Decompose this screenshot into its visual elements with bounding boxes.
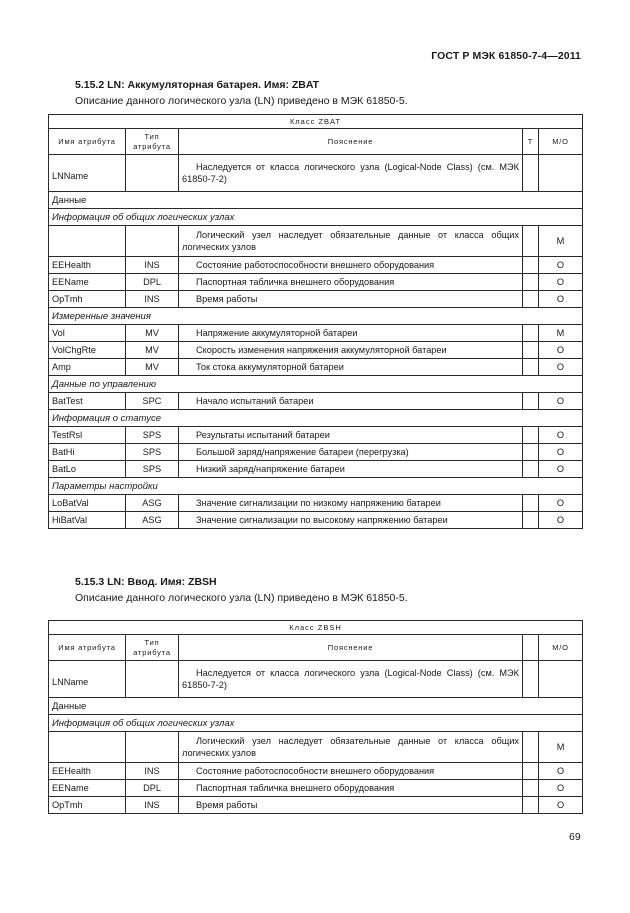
column-header-mo: M/O (539, 635, 583, 661)
attribute-mo: O (539, 291, 583, 308)
attribute-name: Vol (49, 325, 126, 342)
attribute-mo: O (539, 257, 583, 274)
group-header-row (49, 410, 583, 427)
attribute-t (523, 661, 539, 698)
attribute-explanation: Большой заряд/напряжение батареи (перегрузка) (179, 444, 523, 461)
attribute-mo: O (539, 342, 583, 359)
attribute-explanation: Время работы (179, 797, 523, 814)
attribute-t (523, 393, 539, 410)
table-row (49, 797, 583, 814)
attribute-t (523, 359, 539, 376)
attribute-mo: O (539, 393, 583, 410)
attribute-t (523, 257, 539, 274)
attribute-name: LoBatVal (49, 495, 126, 512)
attribute-t (523, 274, 539, 291)
attribute-type: INS (126, 797, 179, 814)
attribute-t (523, 342, 539, 359)
attribute-mo: O (539, 797, 583, 814)
attribute-mo: M (539, 732, 583, 763)
attribute-table-zbat (48, 114, 583, 529)
attribute-name: EEHealth (49, 763, 126, 780)
attribute-type: ASG (126, 512, 179, 529)
data-label: Данные (49, 192, 583, 209)
attribute-explanation: Паспортная табличка внешнего оборудования (179, 780, 523, 797)
class-label: Класс ZBSH (49, 621, 583, 635)
attribute-t (523, 512, 539, 529)
column-header-mo: M/O (539, 129, 583, 155)
group-header-row (49, 478, 583, 495)
group-label: Параметры настройки (49, 478, 583, 495)
attribute-explanation: Состояние работоспособности внешнего оборудования (179, 257, 523, 274)
table-row (49, 763, 583, 780)
table-row (49, 359, 583, 376)
attribute-type: DPL (126, 274, 179, 291)
attribute-mo: O (539, 461, 583, 478)
attribute-explanation: Значение сигнализации по высокому напряжению батареи (179, 512, 523, 529)
class-row (49, 621, 583, 635)
attribute-name: EEHealth (49, 257, 126, 274)
section-description-zbsh: Описание данного логического узла (LN) приведено в МЭК 61850-5. (75, 592, 408, 604)
column-header-name: Имя атрибута (49, 635, 126, 661)
attribute-type (126, 732, 179, 763)
group-label: Информация о статусе (49, 410, 583, 427)
section-description-zbat: Описание данного логического узла (LN) приведено в МЭК 61850-5. (75, 95, 408, 107)
column-header-type: Тип атрибута (126, 129, 179, 155)
attribute-type: SPS (126, 461, 179, 478)
column-header-name: Имя атрибута (49, 129, 126, 155)
attribute-explanation: Начало испытаний батареи (179, 393, 523, 410)
class-row (49, 115, 583, 129)
attribute-t (523, 155, 539, 192)
table-row (49, 461, 583, 478)
table-row (49, 732, 583, 763)
table-row (49, 495, 583, 512)
attribute-explanation: Ток стока аккумуляторной батареи (179, 359, 523, 376)
attribute-t (523, 461, 539, 478)
group-label: Данные по управлению (49, 376, 583, 393)
table-row (49, 444, 583, 461)
table-row (49, 427, 583, 444)
attribute-name: BatHi (49, 444, 126, 461)
table-row (49, 342, 583, 359)
attribute-table-zbsh (48, 620, 583, 814)
class-label: Класс ZBAT (49, 115, 583, 129)
table-row (49, 274, 583, 291)
attribute-explanation: Время работы (179, 291, 523, 308)
attribute-name: Amp (49, 359, 126, 376)
attribute-mo: O (539, 427, 583, 444)
attribute-mo (539, 155, 583, 192)
data-section-row (49, 698, 583, 715)
group-header-row (49, 376, 583, 393)
attribute-mo: O (539, 274, 583, 291)
attribute-explanation: Скорость изменения напряжения аккумуляторной батареи (179, 342, 523, 359)
group-header-row (49, 715, 583, 732)
attribute-name: LNName (49, 661, 126, 698)
attribute-type: MV (126, 342, 179, 359)
attribute-type: INS (126, 763, 179, 780)
document-header: ГОСТ Р МЭК 61850-7-4—2011 (431, 50, 581, 62)
attribute-type: SPC (126, 393, 179, 410)
table-row (49, 226, 583, 257)
attribute-type (126, 661, 179, 698)
attribute-type (126, 226, 179, 257)
attribute-t (523, 495, 539, 512)
column-header-explanation: Пояснение (179, 129, 523, 155)
header-row (49, 129, 583, 155)
attribute-name: EEName (49, 780, 126, 797)
attribute-mo: O (539, 780, 583, 797)
attribute-name: EEName (49, 274, 126, 291)
attribute-explanation: Паспортная табличка внешнего оборудования (179, 274, 523, 291)
table-row (49, 325, 583, 342)
table-row (49, 257, 583, 274)
attribute-type: SPS (126, 427, 179, 444)
attribute-type: ASG (126, 495, 179, 512)
group-header-row (49, 209, 583, 226)
attribute-explanation: Напряжение аккумуляторной батареи (179, 325, 523, 342)
table-row (49, 661, 583, 698)
group-label: Информация об общих логических узлах (49, 209, 583, 226)
column-header-t (523, 635, 539, 661)
attribute-mo: O (539, 359, 583, 376)
table-row (49, 512, 583, 529)
attribute-explanation: Низкий заряд/напряжение батареи (179, 461, 523, 478)
attribute-mo: O (539, 495, 583, 512)
attribute-name (49, 226, 126, 257)
attribute-name: VolChgRte (49, 342, 126, 359)
attribute-t (523, 226, 539, 257)
attribute-type: SPS (126, 444, 179, 461)
attribute-type (126, 155, 179, 192)
attribute-name: OpTmh (49, 797, 126, 814)
attribute-mo: O (539, 512, 583, 529)
attribute-t (523, 780, 539, 797)
attribute-name: BatLo (49, 461, 126, 478)
attribute-t (523, 732, 539, 763)
attribute-type: MV (126, 325, 179, 342)
table-row (49, 291, 583, 308)
attribute-t (523, 325, 539, 342)
attribute-name: OpTmh (49, 291, 126, 308)
section-title-zbsh: 5.15.3 LN: Ввод. Имя: ZBSH (75, 576, 217, 588)
attribute-mo: O (539, 444, 583, 461)
attribute-t (523, 763, 539, 780)
group-header-row (49, 308, 583, 325)
table-row (49, 780, 583, 797)
attribute-mo: M (539, 226, 583, 257)
header-row (49, 635, 583, 661)
section-title-zbat: 5.15.2 LN: Аккумуляторная батарея. Имя: ZBAT (75, 79, 320, 91)
attribute-explanation: Результаты испытаний батареи (179, 427, 523, 444)
attribute-explanation: Логический узел наследует обязательные данные от класса общих логических узлов (179, 732, 523, 763)
data-label: Данные (49, 698, 583, 715)
attribute-type: MV (126, 359, 179, 376)
attribute-name (49, 732, 126, 763)
page-number: 69 (569, 831, 581, 843)
attribute-mo: O (539, 763, 583, 780)
table-row (49, 155, 583, 192)
attribute-name: TestRsl (49, 427, 126, 444)
attribute-t (523, 291, 539, 308)
attribute-type: INS (126, 291, 179, 308)
data-section-row (49, 192, 583, 209)
attribute-explanation: Состояние работоспособности внешнего оборудования (179, 763, 523, 780)
attribute-name: BatTest (49, 393, 126, 410)
attribute-explanation: Логический узел наследует обязательные данные от класса общих логических узлов (179, 226, 523, 257)
column-header-explanation: Пояснение (179, 635, 523, 661)
attribute-type: INS (126, 257, 179, 274)
attribute-name: HiBatVal (49, 512, 126, 529)
attribute-explanation: Наследуется от класса логического узла (Logical-Node Class) (см. МЭК 61850-7-2) (179, 661, 523, 698)
attribute-mo (539, 661, 583, 698)
table-row (49, 393, 583, 410)
attribute-explanation: Наследуется от класса логического узла (Logical-Node Class) (см. МЭК 61850-7-2) (179, 155, 523, 192)
column-header-t: T (523, 129, 539, 155)
group-label: Информация об общих логических узлах (49, 715, 583, 732)
attribute-t (523, 444, 539, 461)
attribute-name: LNName (49, 155, 126, 192)
attribute-type: DPL (126, 780, 179, 797)
attribute-explanation: Значение сигнализации по низкому напряжению батареи (179, 495, 523, 512)
attribute-t (523, 797, 539, 814)
attribute-t (523, 427, 539, 444)
column-header-type: Тип атрибута (126, 635, 179, 661)
group-label: Измеренные значения (49, 308, 583, 325)
attribute-mo: M (539, 325, 583, 342)
